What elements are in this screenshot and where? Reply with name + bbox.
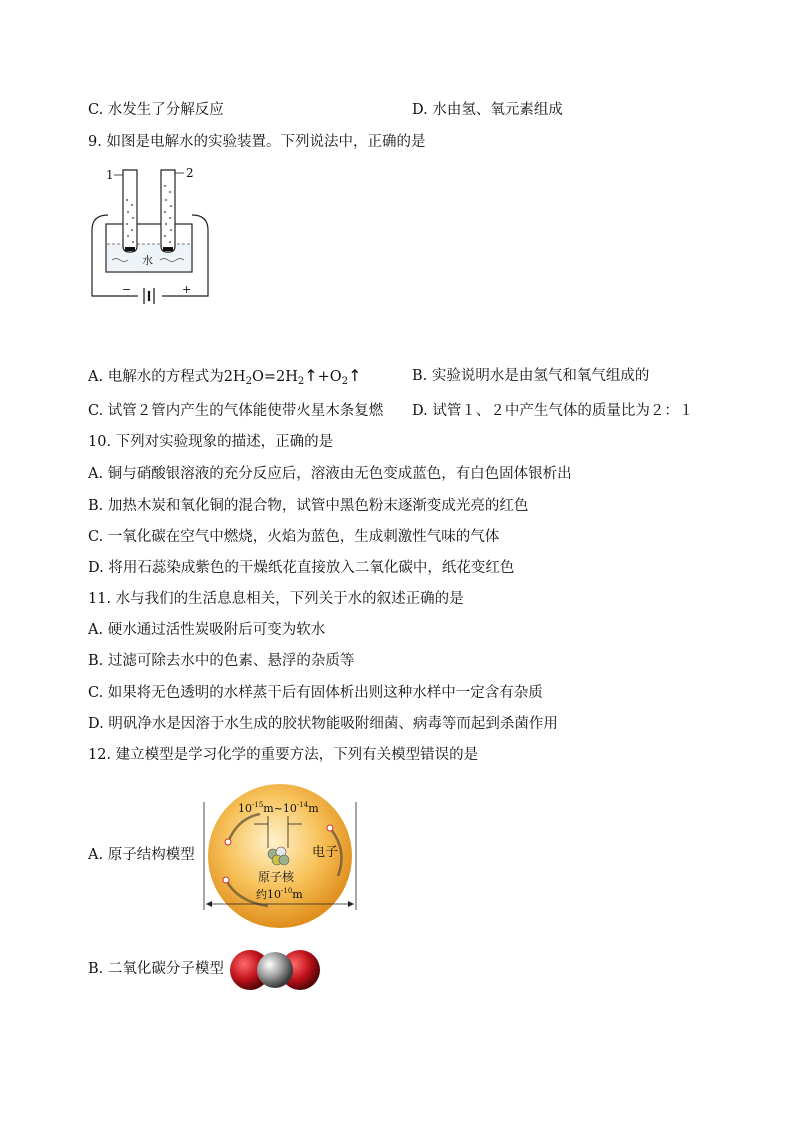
q12-option-b: B. 二氧化碳分子模型: [88, 961, 224, 977]
carbon-atom: [257, 952, 293, 988]
q10-option-a: A. 铜与硝酸银溶液的充分反应后，溶液由无色变成蓝色，有白色固体银析出: [88, 466, 572, 482]
q11-stem: 11. 水与我们的生活息息相关，下列关于水的叙述正确的是: [88, 591, 464, 607]
electron-dot: [327, 825, 333, 831]
q11-option-d: D. 明矾净水是因溶于水生成的胶状物能吸附细菌、病毒等而起到杀菌作用: [88, 716, 558, 732]
co2-molecule-model-figure: [228, 948, 322, 992]
water-label: 水: [142, 254, 153, 267]
q9-option-b: B. 实验说明水是由氢气和氧气组成的: [412, 368, 650, 384]
q10-option-b: B. 加热木炭和氧化铜的混合物，试管中黑色粉末逐渐变成光亮的红色: [88, 498, 529, 514]
q10-option-c: C. 一氧化碳在空气中燃烧，火焰为蓝色，生成刺激性气味的气体: [88, 529, 500, 545]
atom-size-label: 约$10^{-10}m$: [256, 887, 303, 901]
tube1-label: 1: [106, 168, 114, 182]
q8-option-d: D. 水由氢、氧元素组成: [412, 102, 563, 118]
q9-option-d: D. 试管１、２中产生气体的质量比为２：１: [412, 403, 694, 419]
q8-option-c: C. 水发生了分解反应: [88, 102, 224, 118]
tube2-label: 2: [186, 166, 194, 180]
negative-label: −: [122, 283, 132, 296]
q9-option-c: C. 试管２管内产生的气体能使带火星木条复燃: [88, 403, 384, 419]
q10-option-d: D. 将用石蕊染成紫色的干燥纸花直接放入二氧化碳中，纸花变红色: [88, 560, 515, 576]
nucleus-size-label: $10^{-15}m\sim 10^{-14}m$: [238, 801, 319, 815]
nucleus-label: 原子核: [258, 870, 295, 884]
q12-option-a: A. 原子结构模型: [88, 847, 195, 863]
q11-option-c: C. 如果将无色透明的水样蒸干后有固体析出则这种水样中一定含有杂质: [88, 685, 543, 701]
electron-label: 电子: [312, 845, 339, 860]
electron-dot: [223, 877, 229, 883]
q11-option-a: A. 硬水通过活性炭吸附后可变为软水: [88, 622, 326, 638]
q12-stem: 12. 建立模型是学习化学的重要方法，下列有关模型错误的是: [88, 747, 479, 763]
positive-label: +: [182, 283, 192, 296]
q9-option-a: A. 电解水的方程式为$2H_2O=2H_2↑+O_2↑$: [88, 366, 362, 387]
q10-stem: 10. 下列对实验现象的描述，正确的是: [88, 434, 334, 450]
atom-structure-model-figure: [198, 780, 362, 930]
electrolysis-apparatus-figure: [88, 160, 218, 306]
gas-arrow-icon: ↑: [304, 366, 318, 385]
q9-stem: 9. 如图是电解水的实验装置。下列说法中，正确的是: [88, 134, 426, 150]
q11-option-b: B. 过滤可除去水中的色素、悬浮的杂质等: [88, 653, 355, 669]
electron-dot: [225, 839, 231, 845]
gas-arrow-icon: ↑: [348, 366, 362, 385]
